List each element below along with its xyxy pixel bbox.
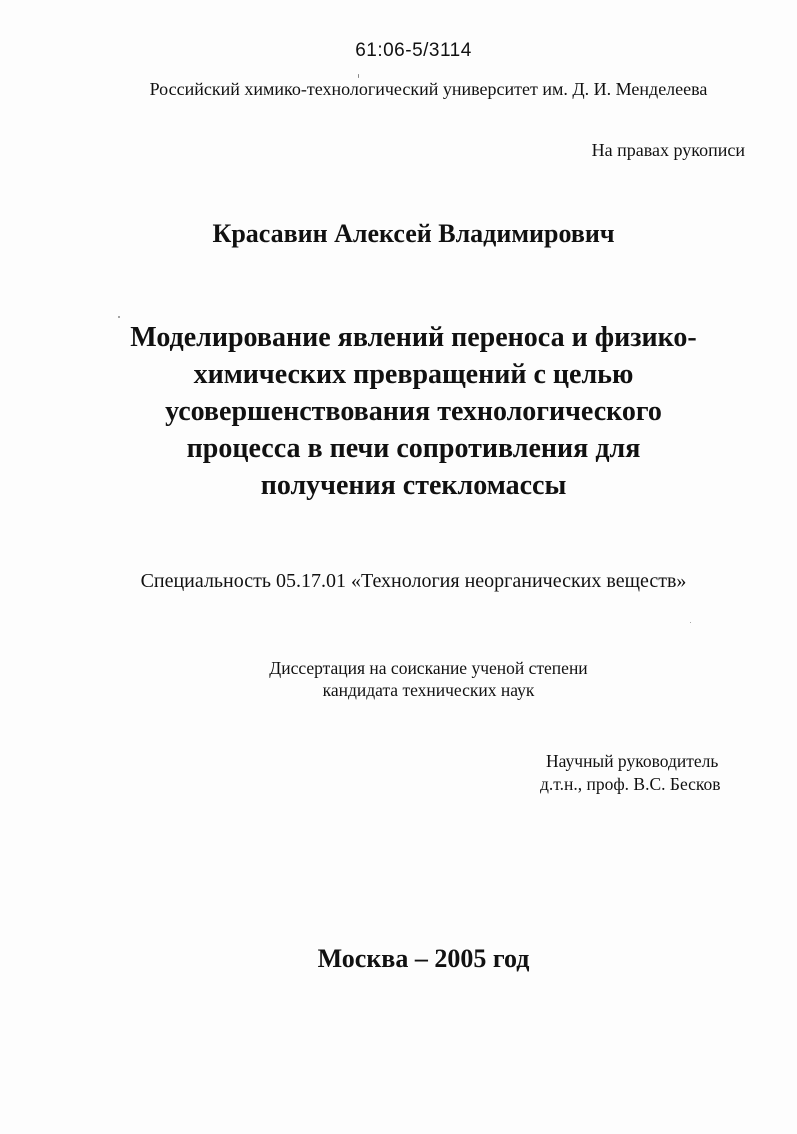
degree-statement <box>0 657 797 701</box>
city-year: Москва – 2005 год <box>317 944 530 973</box>
dissertation-title <box>0 319 797 504</box>
title-line: процесса в печи сопротивления для <box>186 433 641 464</box>
supervisor-name: д.т.н., проф. В.С. Бесков <box>540 774 721 794</box>
title-line: Моделирование явлений переноса и физико- <box>130 322 697 353</box>
title-line: получения стекломассы <box>260 470 567 501</box>
author-name: Красавин Алексей Владимирович <box>212 219 615 248</box>
degree-line: кандидата технических наук <box>322 680 535 700</box>
scan-speck <box>358 74 359 78</box>
degree-line: Диссертация на соискание ученой степени <box>269 658 588 678</box>
university-name: Российский химико-технологический университет им. Д. И. Менделеева <box>149 79 708 99</box>
manuscript-rights-note: На правах рукописи <box>591 140 745 160</box>
supervisor-block <box>540 750 721 796</box>
scan-speck <box>690 622 691 623</box>
title-line: химических превращений с целью <box>193 359 634 390</box>
registry-code: 61:06-5/3114 <box>355 40 472 61</box>
scan-speck <box>118 316 120 318</box>
supervisor-label: Научный руководитель <box>546 751 719 771</box>
speciality-line: Специальность 05.17.01 «Технология неорганических веществ» <box>140 570 687 592</box>
title-line: усовершенствования технологического <box>165 396 662 427</box>
